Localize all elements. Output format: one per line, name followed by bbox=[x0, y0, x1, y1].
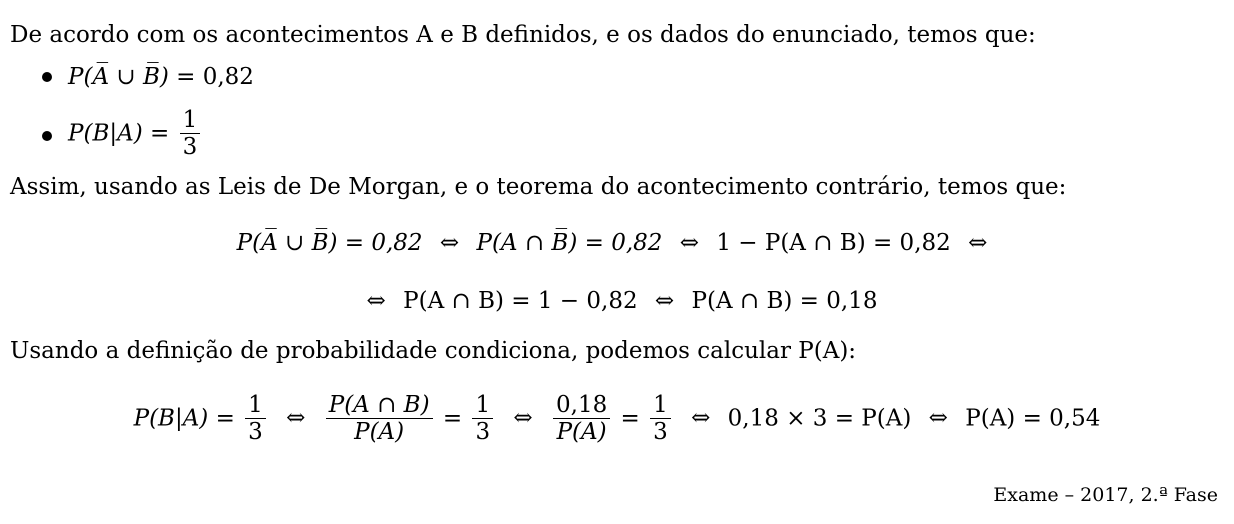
iff-symbol: ⇔ bbox=[286, 405, 306, 432]
intro-sentence: De acordo com os acontecimentos A e B definidos, e os dados do enunciado, temos que: bbox=[10, 22, 1036, 48]
fraction-5-numerator: 1 bbox=[650, 392, 671, 419]
bullet-2-fraction bbox=[180, 107, 201, 161]
bullet-1-lhs: P(A̅ ∪ B̅) bbox=[68, 64, 169, 90]
fraction-2-numerator: P(A ∩ B) bbox=[326, 392, 433, 419]
fraction-1-denominator: 3 bbox=[248, 419, 263, 446]
exam-source-text: Exame – 2017, 2.ª Fase bbox=[993, 484, 1218, 506]
bullet-2-denominator: 3 bbox=[182, 134, 198, 161]
intro-text bbox=[10, 24, 1036, 47]
equation-3-tail-1: 0,18 × 3 = P(A) bbox=[727, 405, 912, 432]
bullet-dot-1 bbox=[42, 72, 52, 82]
bullet-dot-2 bbox=[42, 131, 52, 141]
iff-symbol: ⇔ bbox=[679, 230, 699, 256]
iff-symbol: ⇔ bbox=[928, 405, 948, 432]
equation-3-fraction-4 bbox=[553, 392, 610, 446]
equation-3-fraction-3 bbox=[472, 392, 493, 446]
iff-symbol: ⇔ bbox=[968, 230, 988, 256]
bullet-1 bbox=[68, 66, 254, 89]
fraction-4-denominator: P(A) bbox=[556, 419, 607, 446]
conditional-text bbox=[10, 340, 856, 363]
iff-symbol: ⇔ bbox=[654, 288, 675, 314]
equation-3-fraction-2 bbox=[326, 392, 433, 446]
de-morgan-text bbox=[10, 176, 1066, 199]
iff-symbol: ⇔ bbox=[439, 230, 460, 256]
de-morgan-sentence: Assim, usando as Leis de De Morgan, e o teorema do acontecimento contrário, temos que: bbox=[10, 174, 1067, 200]
iff-symbol: ⇔ bbox=[366, 288, 386, 314]
bullet-2 bbox=[68, 107, 203, 161]
equation-3 bbox=[0, 392, 1234, 446]
equation-2-b: P(A ∩ B) = 0,18 bbox=[691, 288, 878, 314]
conditional-sentence: Usando a definição de probabilidade condiciona, podemos calcular P(A): bbox=[10, 338, 857, 364]
equation-3-tail-2: P(A) = 0,54 bbox=[965, 405, 1101, 432]
iff-symbol: ⇔ bbox=[691, 405, 711, 432]
fraction-2-denominator: P(A) bbox=[354, 419, 405, 446]
equation-1-a: P(A̅ ∪ B̅) = 0,82 bbox=[236, 230, 423, 256]
bullet-2-lhs: P(B|A) = bbox=[68, 120, 170, 147]
equation-2-a: P(A ∩ B) = 1 − 0,82 bbox=[403, 288, 638, 314]
fraction-3-denominator: 3 bbox=[475, 419, 491, 446]
exam-source bbox=[993, 484, 1218, 506]
fraction-5-denominator: 3 bbox=[653, 419, 668, 446]
bullet-2-numerator: 1 bbox=[180, 107, 201, 134]
fraction-4-numerator: 0,18 bbox=[553, 392, 610, 419]
bullet-1-rhs: = 0,82 bbox=[176, 64, 254, 90]
equation-1-b: P(A ∩ B̅) = 0,82 bbox=[476, 230, 663, 256]
equals-sign: = bbox=[442, 405, 463, 432]
iff-symbol: ⇔ bbox=[513, 405, 533, 432]
fraction-1-numerator: 1 bbox=[245, 392, 266, 419]
equation-3-fraction-1 bbox=[245, 392, 266, 446]
equation-1-c: 1 − P(A ∩ B) = 0,82 bbox=[716, 230, 951, 256]
equation-2 bbox=[0, 290, 1234, 313]
equation-3-fraction-5 bbox=[650, 392, 671, 446]
equals-sign: = bbox=[620, 405, 640, 432]
equation-1 bbox=[0, 232, 1234, 255]
fraction-3-numerator: 1 bbox=[472, 392, 493, 419]
equation-3-lhs: P(B|A) = bbox=[133, 405, 235, 432]
